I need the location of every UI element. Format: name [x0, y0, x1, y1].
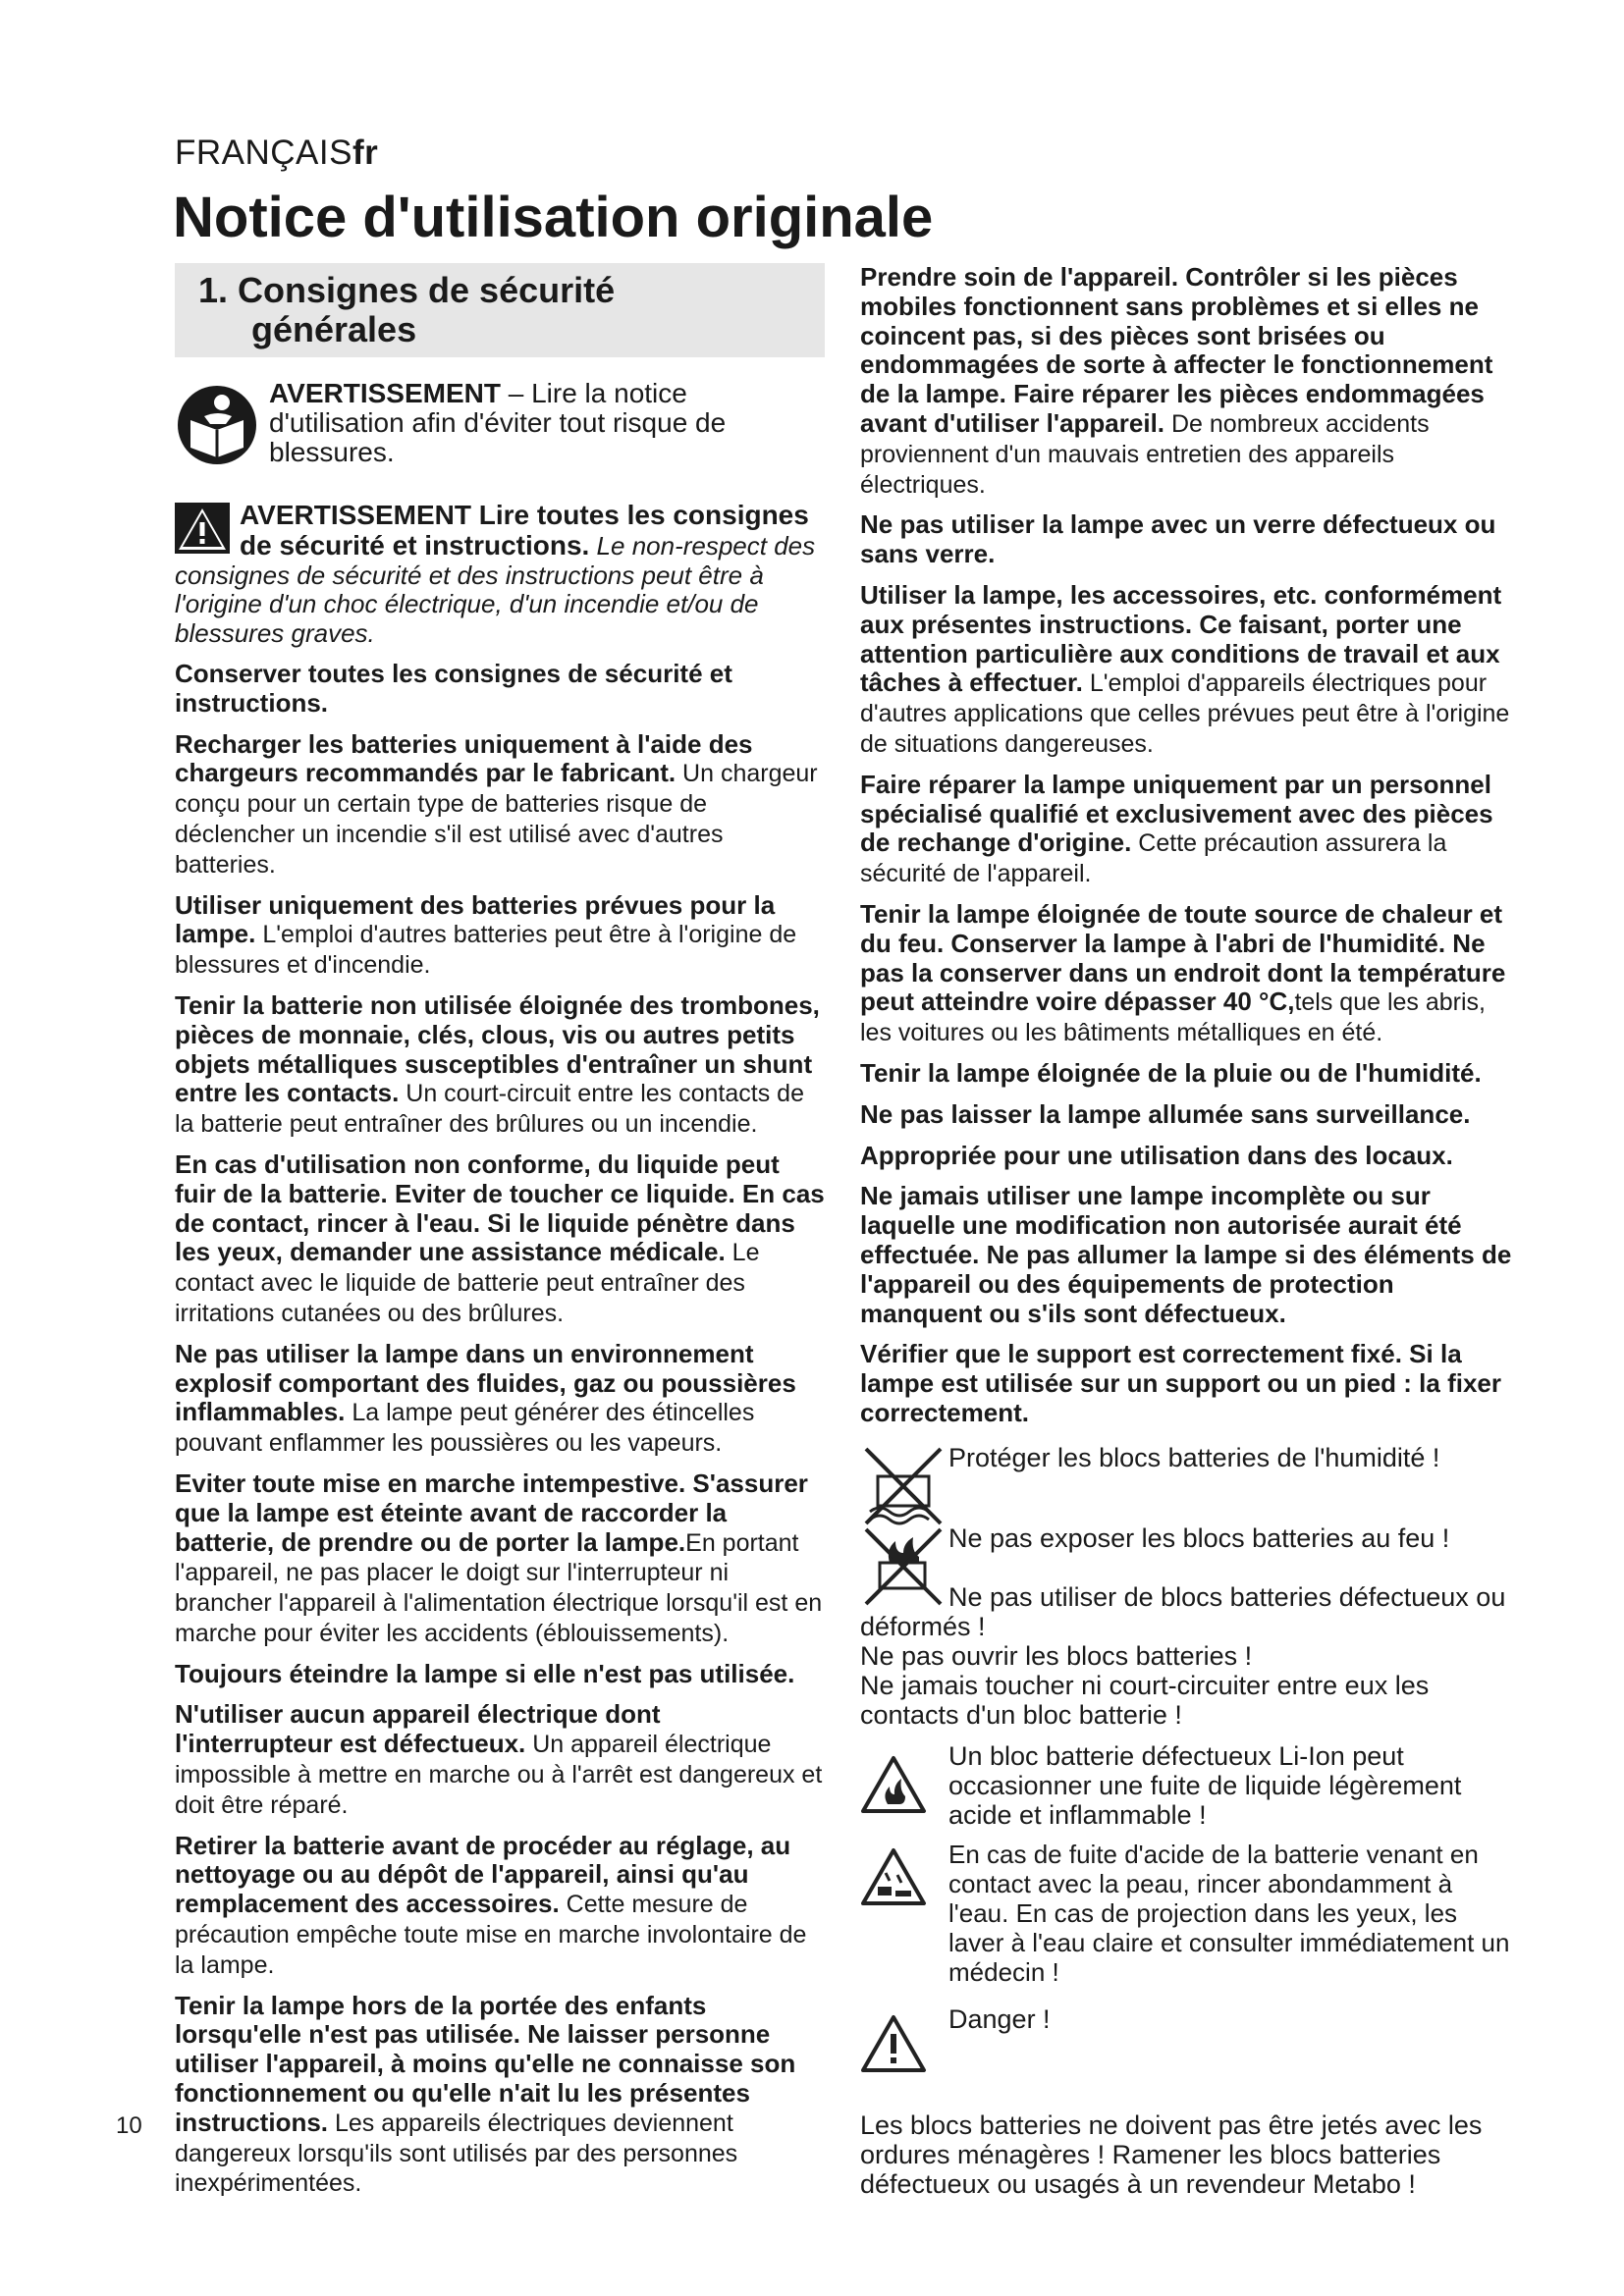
language-label: FRANÇAISfr: [175, 133, 379, 172]
paragraph: Prendre soin de l'appareil. Contrôler si les pièces mobiles fonctionnent sans problèmes et si elles ne coincent pas, si des pièces sont brisées ou endommagées de sorte à affecter le fonctionnement de la lampe. Faire réparer les pièces endommagées avant d'utiliser l'appareil. De nombreux accidents proviennent d'un mauvais entretien des appareils électriques.: [860, 262, 1493, 499]
right-column: [860, 263, 1516, 2199]
corrosive-warning-icon: [860, 1847, 927, 1912]
paragraph: Utiliser uniquement des batteries prévues pour la lampe. L'emploi d'autres batteries peut être à l'origine de blessures et d'incendie.: [175, 889, 797, 980]
paragraph: Vérifier que le support est correctement fixé. Si la lampe est utilisée sur un support ou un pied : la fixer correctement.: [860, 1339, 1501, 1427]
battery-humidity-note: Protéger les blocs batteries de l'humidité !: [860, 1443, 1516, 1523]
paragraph: Eviter toute mise en marche intempestive. S'assurer que la lampe est éteinte avant de raccorder la batterie, de prendre ou de porter la lampe.En portant l'appareil, ne pas placer le doigt sur l'interrupteur ni brancher l'appareil à l'alimentation électrique lorsqu'il est en marche pour éviter les accidents (éblouissements).: [175, 1468, 823, 1647]
flammable-warning-icon: [860, 1755, 927, 1820]
battery-liion-note: Un bloc batterie défectueux Li-Ion peut occasionner une fuite de liquide légèrement acide et inflammable !: [860, 1741, 1516, 1830]
battery-disposal-note: Les blocs batteries ne doivent pas être jetés avec les ordures ménagères ! Ramener les blocs batteries défectueux ou usagés à un revendeur Metabo !: [860, 2109, 1483, 2199]
no-water-battery-icon: [860, 1443, 947, 1535]
danger-note: Danger !: [860, 2004, 1516, 2093]
paragraph: Recharger les batteries uniquement à l'aide des chargeurs recommandés par le fabricant. Un chargeur conçu pour un certain type de batteries risque de déclencher un incendie s'il est utilisé avec d'autres batteries.: [175, 728, 818, 879]
read-manual-icon: [175, 383, 259, 473]
paragraph: En cas d'utilisation non conforme, du liquide peut fuir de la batterie. Eviter de toucher ce liquide. En cas de contact, rincer à l'eau. Si le liquide pénètre dans les yeux, demander une assistance médicale. Le contact avec le liquide de batterie peut entraîner des irritations cutanées ou des brûlures.: [175, 1148, 825, 1327]
page-title: Notice d'utilisation originale: [173, 186, 934, 249]
paragraph: Tenir la batterie non utilisée éloignée des trombones, pièces de monnaie, clés, clous, vis ou autres petits objets métalliques susceptibles d'entraîner un shunt entre les contacts. Un court-circuit entre les contacts de la batterie peut entraîner des brûlures ou un incendie.: [175, 989, 820, 1139]
paragraph: Tenir la lampe éloignée de toute source de chaleur et du feu. Conserver la lampe à l'abri de l'humidité. Ne pas la conserver dans un endroit dont la température peut atteindre voire dépasser 40 °C,tels que les abris, les voitures ou les bâtiments métalliques en été.: [860, 898, 1506, 1047]
battery-open-note: Ne pas ouvrir les blocs batteries !: [860, 1640, 1253, 1671]
paragraph: Ne jamais utiliser une lampe incomplète ou sur laquelle une modification non autorisée aurait été effectuée. Ne pas allumer la lampe si des éléments de l'appareil ou des équipements de protection manquent ou s'ils sont défectueux.: [860, 1181, 1512, 1328]
page-number: 10: [116, 2112, 142, 2139]
left-column: [175, 263, 825, 2210]
paragraph: Ne pas utiliser la lampe avec un verre défectueux ou sans verre.: [860, 509, 1496, 569]
battery-acid-note: En cas de fuite d'acide de la batterie venant en contact avec la peau, rincer abondamment à l'eau. En cas de projection dans les yeux, les laver à l'eau claire et consulter immédiatement un médecin !: [860, 1840, 1516, 1987]
paragraph: Ne pas laisser la lampe allumée sans surveillance.: [860, 1098, 1471, 1129]
paragraph: Tenir la lampe éloignée de la pluie ou de l'humidité.: [860, 1057, 1482, 1088]
paragraph: Retirer la batterie avant de procéder au réglage, au nettoyage ou au dépôt de l'appareil, ainsi qu'au remplacement des accessoires. Cette mesure de précaution empêche toute mise en marche involontaire de la lampe.: [175, 1830, 807, 1979]
battery-defective-note: Ne pas utiliser de blocs batteries défectueux ou déformés !: [860, 1581, 1506, 1641]
battery-short-circuit-note: Ne jamais toucher ni court-circuiter entre eux les contacts d'un bloc batterie !: [860, 1670, 1430, 1730]
paragraph: Tenir la lampe hors de la portée des enfants lorsqu'elle n'est pas utilisée. Ne laisser personne utiliser l'appareil, à moins qu'elle ne connaisse son fonctionnement ou qu'elle n'ait lu les présentes instructions. Les appareils électriques deviennent dangereux lorsqu'ils sont utilisés par des personnes inexpérimentées.: [175, 1990, 796, 2198]
warning-read-manual: AVERTISSEMENT – Lire la notice d'utilisation afin d'éviter tout risque de blessures.: [175, 379, 825, 475]
paragraph: Appropriée pour une utilisation dans des locaux.: [860, 1140, 1453, 1170]
warning-general: AVERTISSEMENT Lire toutes les consignes de sécurité et instructions. Le non-respect des consignes de sécurité et des instructions peut être à l'origine d'un choc électrique, d'un incendie et/ou de blessures graves.: [175, 500, 816, 649]
paragraph: Conserver toutes les consignes de sécurité et instructions.: [175, 658, 732, 718]
danger-triangle-icon: [860, 2014, 927, 2079]
warning-triangle-icon: [175, 503, 230, 561]
paragraph: Toujours éteindre la lampe si elle n'est pas utilisée.: [175, 1658, 795, 1688]
paragraph: Utiliser la lampe, les accessoires, etc. conformément aux présentes instructions. Ce faisant, porter une attention particulière aux conditions de travail et aux tâches à effectuer. L'emploi d'appareils électriques pour d'autres applications que celles prévues peut être à l'origine de situations dangereuses.: [860, 579, 1510, 758]
paragraph: Ne pas utiliser la lampe dans un environnement explosif comportant des fluides, gaz ou poussières inflammables. La lampe peut générer des étincelles pouvant enflammer les poussières ou les vapeurs.: [175, 1338, 796, 1458]
paragraph: N'utiliser aucun appareil électrique dont l'interrupteur est défectueux. Un appareil électrique impossible à mettre en marche ou à l'arrêt est dangereux et doit être réparé.: [175, 1699, 823, 1819]
no-fire-battery-icon: [860, 1523, 947, 1616]
paragraph: Faire réparer la lampe uniquement par un personnel spécialisé qualifié et exclusivement avec des pièces de rechange d'origine. Cette précaution assurera la sécurité de l'appareil.: [860, 769, 1493, 888]
battery-fire-note: Ne pas exposer les blocs batteries au feu !: [860, 1523, 1516, 1582]
section-heading: 1. Consignes de sécurité générales: [175, 263, 825, 357]
